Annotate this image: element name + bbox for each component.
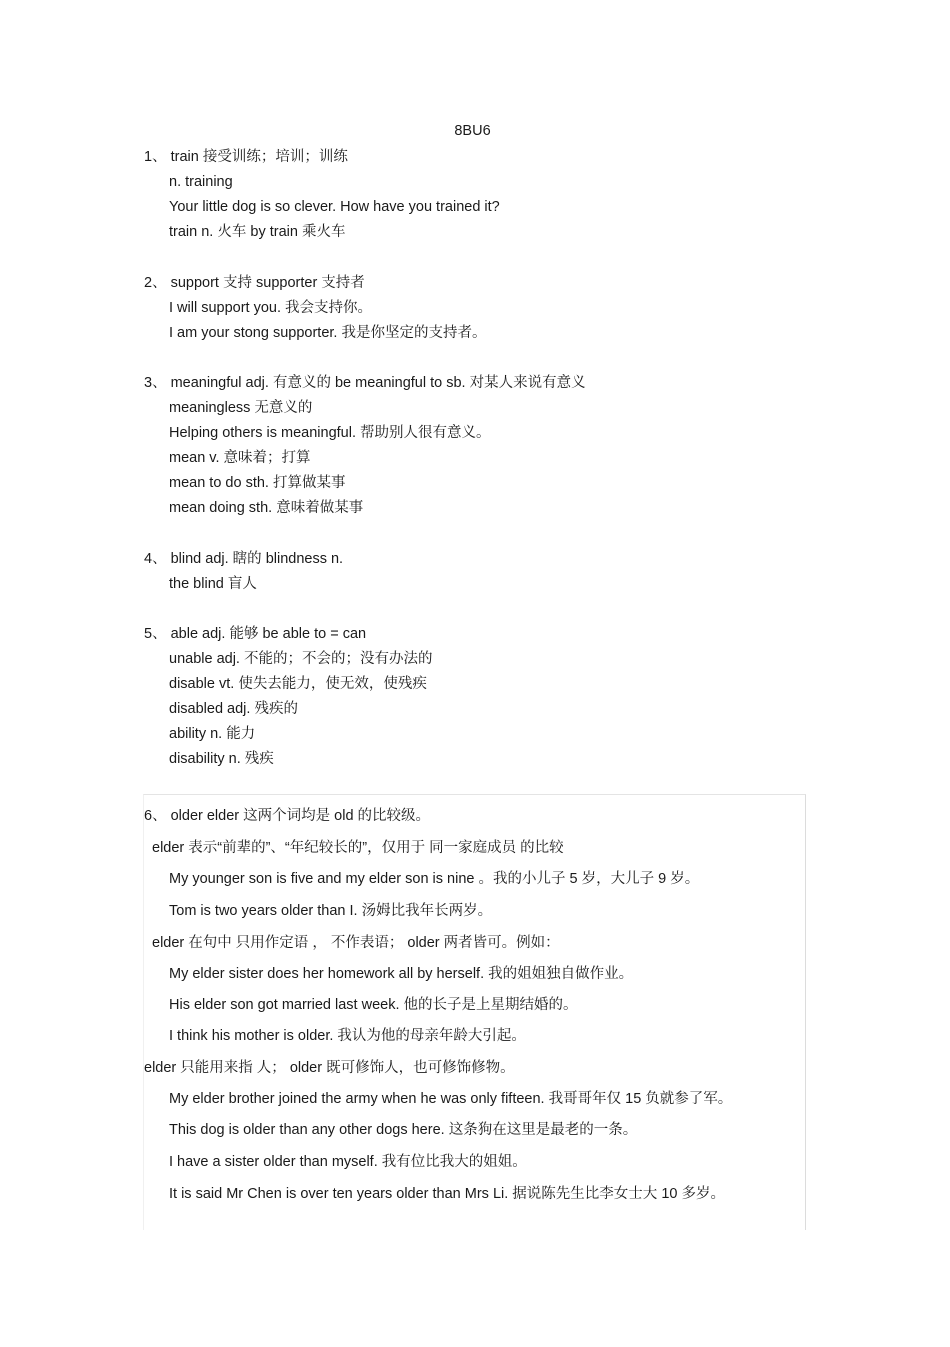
section-6-heading: 6、 older elder 这两个词均是 old 的比较级。 [144,808,431,824]
section-3-line-4: mean to do sth. 打算做某事 [169,475,346,491]
section-6-line-4: elder 在句中 只用作定语 ， 不作表语； older 两者皆可。例如： [152,935,560,951]
section-6-line-9: My elder brother joined the army when he was only fifteen. 我哥哥年仅 15 负就参了军。 [169,1091,733,1107]
section-6-line-6: His elder son got married last week. 他的长子是上星期结婚的。 [169,997,578,1013]
section-6-line-11: I have a sister older than myself. 我有位比我大的姐姐。 [169,1154,527,1170]
section-2-line-2: I am your stong supporter. 我是你坚定的支持者。 [169,325,487,341]
section-6-line-2: My younger son is five and my elder son is nine 。我的小儿子 5 岁，大儿子 9 岁。 [169,871,700,887]
section-3-line-3: mean v. 意味着；打算 [169,450,311,466]
section-3-line-2: Helping others is meaningful. 帮助别人很有意义。 [169,425,491,441]
section-6-line-10: This dog is older than any other dogs here. 这条狗在这里是最老的一条。 [169,1122,638,1138]
section-1-line-1: n. training [169,174,233,190]
section-6-line-3: Tom is two years older than I. 汤姆比我年长两岁。 [169,903,493,919]
section-6-line-1: elder 表示“前辈的”、“年纪较长的”，仅用于 同一家庭成员 的比较 [152,840,564,856]
section-5-line-1: unable adj. 不能的；不会的；没有办法的 [169,651,433,667]
section-3-line-5: mean doing sth. 意味着做某事 [169,500,364,516]
section-6-line-12: It is said Mr Chen is over ten years older than Mrs Li. 据说陈先生比李女士大 10 多岁。 [169,1186,725,1202]
section-3-heading: 3、 meaningful adj. 有意义的 be meaningful to sb. 对某人来说有意义 [144,375,586,391]
section-6-line-7: I think his mother is older. 我认为他的母亲年龄大引起。 [169,1028,526,1044]
section-2-heading: 2、 support 支持 supporter 支持者 [144,275,365,291]
section-6-line-8: elder 只能用来指 人； older 既可修饰人，也可修饰修物。 [144,1060,515,1076]
section-5-heading: 5、 able adj. 能够 be able to = can [144,626,367,642]
section-5-line-3: disabled adj. 残疾的 [169,701,298,717]
section-2-line-1: I will support you. 我会支持你。 [169,300,373,316]
section-1-heading: 1、 train 接受训练；培训；训练 [144,149,348,165]
section-1-line-2: Your little dog is so clever. How have you trained it? [169,199,500,215]
section-4-heading: 4、 blind adj. 瞎的 blindness n. [144,551,344,567]
section-1-line-3: train n. 火车 by train 乘火车 [169,224,346,240]
section-6-line-5: My elder sister does her homework all by herself. 我的姐姐独自做作业。 [169,966,634,982]
page-title: 8BU6 [454,123,491,139]
section-5-line-5: disability n. 残疾 [169,751,274,767]
section-3-line-1: meaningless 无意义的 [169,400,313,416]
section-4-line-1: the blind 盲人 [169,576,257,592]
section-5-line-2: disable vt. 使失去能力，使无效，使残疾 [169,676,427,692]
section-5-line-4: ability n. 能力 [169,726,256,742]
